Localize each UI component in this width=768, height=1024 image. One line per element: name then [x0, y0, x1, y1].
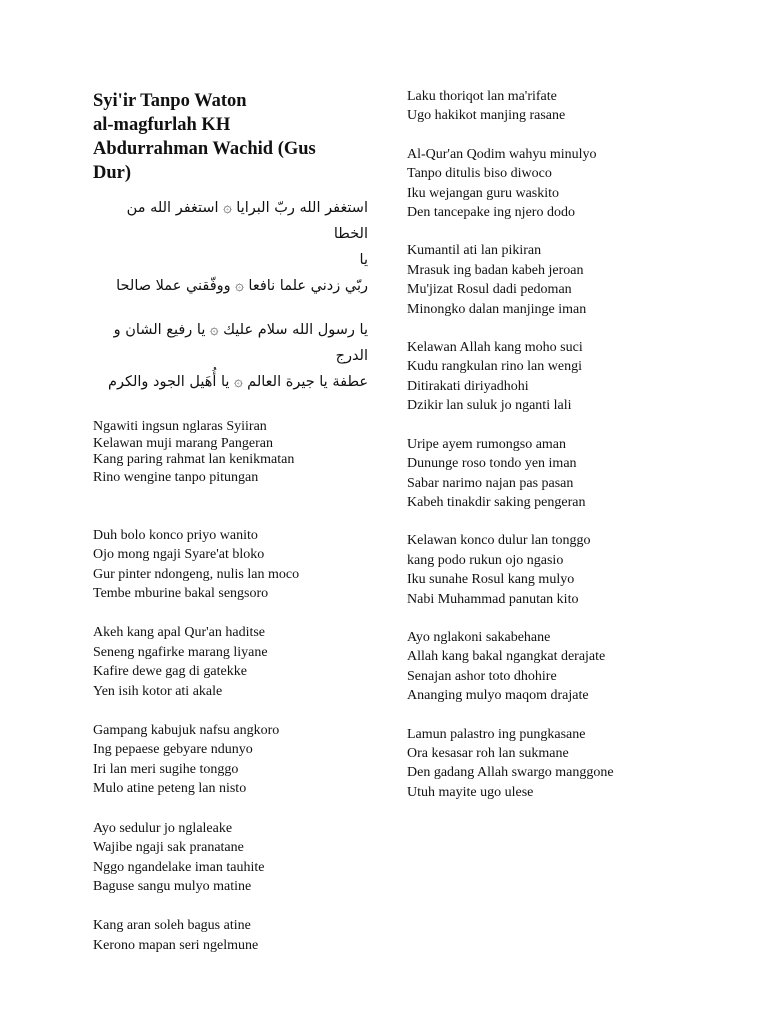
stanza — [93, 526, 368, 604]
verse-line: Seneng ngafirke marang liyane — [93, 644, 268, 660]
verse-line: Ing pepaese gebyare ndunyo — [93, 742, 253, 758]
verse-line: Kumantil ati lan pikiran — [407, 243, 542, 259]
verse-line: Ayo sedulur jo nglaleake — [93, 820, 233, 836]
stanza — [93, 916, 368, 955]
verse-line: Mu'jizat Rosul dadi pedoman — [407, 282, 572, 298]
arabic-verse-1 — [93, 195, 368, 299]
arabic-line: استغفر الله ربّ البرايا ۞ استغفر الله من الخطا — [126, 200, 368, 242]
stanza — [407, 87, 727, 126]
stanza — [407, 338, 727, 416]
verse-line: Kerono mapan seri ngelmune — [93, 937, 259, 953]
arabic-line: ربّي زدني علما نافعا ۞ ووفّقني عملا صالحا — [116, 278, 368, 294]
left-column — [93, 89, 368, 955]
verse-line: Ojo mong ngaji Syare'at bloko — [93, 547, 265, 563]
verse-line: Tanpo ditulis biso diwoco — [407, 166, 552, 182]
arabic-line: الدرج — [335, 348, 368, 364]
arabic-line: يا — [359, 252, 368, 268]
verse-line: Baguse sangu mulyo matine — [93, 878, 252, 894]
verse-line: kang podo rukun ojo ngasio — [407, 552, 564, 568]
verse-line: Gampang kabujuk nafsu angkoro — [93, 723, 280, 739]
verse-line: Kelawan muji marang Pangeran — [93, 436, 273, 452]
verse-line: Ditirakati diriyadhohi — [407, 378, 529, 394]
verse-line: Al-Qur'an Qodim wahyu minulyo — [407, 146, 597, 162]
verse-line: Kudu rangkulan rino lan wengi — [407, 359, 582, 375]
verse-line: Ananging mulyo maqom drajate — [407, 688, 589, 704]
verse-line: Kelawan konco dulur lan tonggo — [407, 533, 591, 549]
verse-line: Wajibe ngaji sak pranatane — [93, 840, 244, 856]
verse-line: Laku thoriqot lan ma'rifate — [407, 89, 557, 104]
verse-line: Kafire dewe gag di gatekke — [93, 664, 247, 680]
verse-line: Ayo nglakoni sakabehane — [407, 629, 551, 645]
verse-line: Minongko dalan manjinge iman — [407, 301, 587, 317]
right-column — [407, 87, 727, 802]
stanza — [407, 145, 727, 223]
verse-line: Rino wengine tanpo pitungan — [93, 470, 259, 486]
stanza — [93, 721, 368, 799]
stanza — [407, 241, 727, 319]
title-line: Dur) — [93, 163, 132, 183]
verse-line: Yen isih kotor ati akale — [93, 683, 223, 699]
verse-line: Sabar narimo najan pas pasan — [407, 475, 574, 491]
verse-line: Kelawan Allah kang moho suci — [407, 340, 583, 356]
title-line: Abdurrahman Wachid (Gus — [93, 139, 316, 159]
verse-line: Tembe mburine bakal sengsoro — [93, 586, 269, 602]
verse-line: Iku wejangan guru waskito — [407, 185, 560, 201]
stanza — [407, 531, 727, 609]
stanza — [407, 628, 727, 706]
verse-line: Den gadang Allah swargo manggone — [407, 765, 614, 781]
verse-line: Kang aran soleh bagus atine — [93, 918, 251, 934]
arabic-verse-2 — [93, 317, 368, 395]
verse-line: Utuh mayite ugo ulese — [407, 784, 534, 800]
verse-line: Duh bolo konco priyo wanito — [93, 527, 258, 543]
verse-line: Kabeh tinakdir saking pengeran — [407, 494, 586, 510]
stanza — [407, 725, 727, 803]
verse-line: Lamun palastro ing pungkasane — [407, 726, 586, 742]
verse-line: Kang paring rahmat lan kenikmatan — [93, 452, 295, 468]
stanza — [407, 435, 727, 513]
arabic-line: يا رسول الله سلام عليك ۞ يا رفيع الشان و — [113, 322, 368, 338]
verse-line: Nggo ngandelake iman tauhite — [93, 859, 265, 875]
verse-line: Iku sunahe Rosul kang mulyo — [407, 572, 575, 588]
arabic-line: عطفة يا جيرة العالم ۞ يا أُهَيل الجود والكرم — [107, 374, 368, 390]
stanza — [93, 819, 368, 897]
verse-line: Uripe ayem rumongso aman — [407, 436, 567, 452]
verse-line: Allah kang bakal ngangkat derajate — [407, 649, 606, 665]
title-line: Syi'ir Tanpo Waton — [93, 91, 247, 111]
verse-line: Mulo atine peteng lan nisto — [93, 781, 247, 797]
title-line: al-magfurlah KH — [93, 115, 231, 135]
verse-line: Den tancepake ing njero dodo — [407, 205, 575, 221]
verse-line: Ugo hakikot manjing rasane — [407, 108, 566, 124]
document-title — [93, 89, 368, 185]
verse-line: Dununge roso tondo yen iman — [407, 456, 577, 472]
verse-line: Akeh kang apal Qur'an haditse — [93, 625, 266, 641]
verse-line: Senajan ashor toto dhohire — [407, 668, 557, 684]
verse-line: Ngawiti ingsun nglaras Syiiran — [93, 419, 267, 434]
verse-line: Iri lan meri sugihe tonggo — [93, 761, 239, 777]
verse-line: Ora kesasar roh lan sukmane — [407, 745, 569, 761]
verse-line: Mrasuk ing badan kabeh jeroan — [407, 262, 584, 278]
verse-line: Dzikir lan suluk jo nganti lali — [407, 398, 572, 414]
verse-line: Gur pinter ndongeng, nulis lan moco — [93, 566, 300, 582]
stanza — [93, 623, 368, 701]
stanza — [93, 417, 368, 488]
verse-line: Nabi Muhammad panutan kito — [407, 591, 579, 607]
